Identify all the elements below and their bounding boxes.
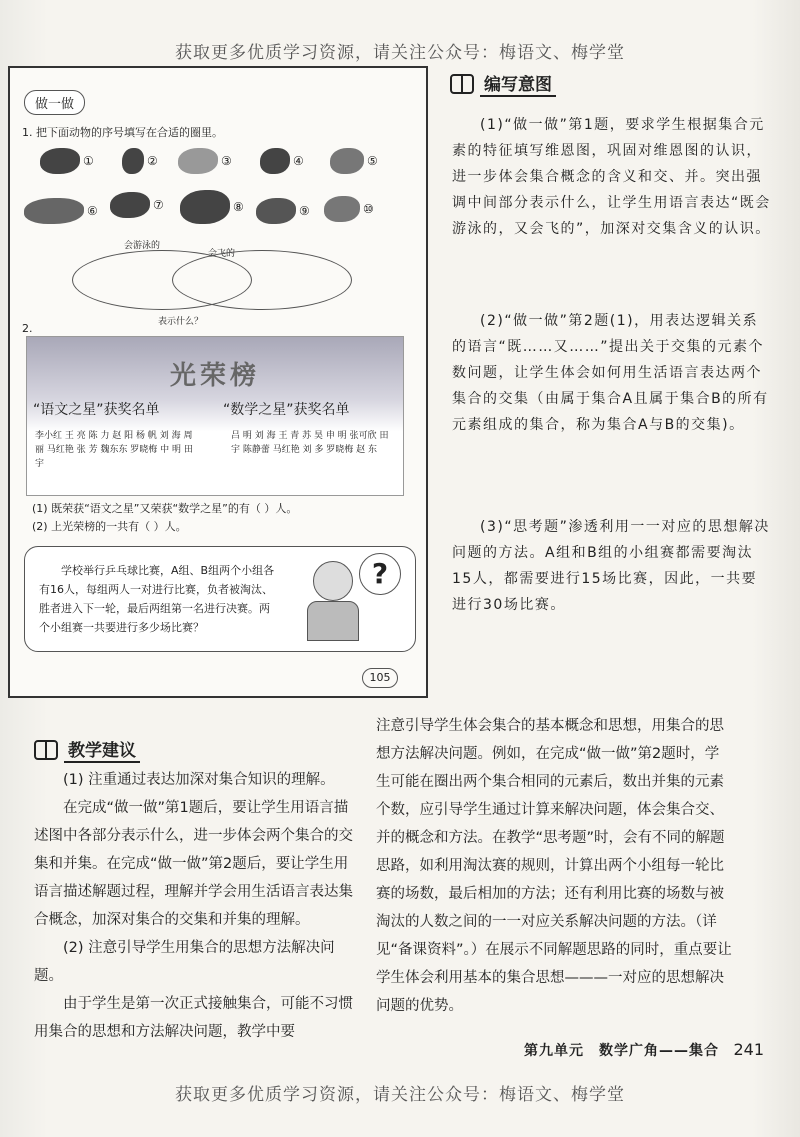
animal-fish: ⑤ [330,148,378,174]
swan-icon [178,148,218,174]
intent-paragraph-1: (1)“做一做”第1题，要求学生根据集合元素的特征填写维恩图，巩固对维恩图的认识，进一步体会集合概念的含义和交、并。突出强调中间部分表示什么，让学生用语言表达“既会游泳的，又会飞的”，加深对交集含义的认识。 [452,117,771,237]
shark-icon [24,198,84,224]
venn-left-label: 会游泳的 [124,241,161,251]
advice-para-2: 由于学生是第一次正式接触集合，可能不习惯用集合的思想和方法解决问题，教学中要 [34,996,353,1040]
think-box [24,546,416,652]
goose-icon [110,192,150,218]
sub-question-1: (1) 既荣获“语文之星”又荣获“数学之星”的有（ ）人。 [32,502,298,515]
think-text: 学校举行乒乓球比赛，A组、B组两个小组各有16人，每组两人一对进行比赛，负者被淘汰、胜者进入下一轮，最后两组第一名进行决赛。两个小组赛一共要进行多少场比赛？ [39,564,275,634]
boy-head-icon [313,561,353,601]
dolphin-icon [40,148,80,174]
advice-heading [34,736,140,763]
page-footer [0,1040,764,1060]
animal-pigeon: ⑩ [324,196,374,222]
advice-point-1: (1) 注重通过表达加深对集合知识的理解。 [63,772,335,788]
question-1: 1. 把下面动物的序号填写在合适的圈里。 [22,126,223,139]
names-left: 李小红 王 亮 陈 力 赵 阳 杨 帆 刘 海 周 丽 马红艳 张 芳 魏东东 罗晓梅 中 明 田 宇 [35,431,193,469]
turtle-icon [256,198,296,224]
intent-title: 编写意图 [480,70,556,97]
animal-eagle: ⑧ [180,190,244,224]
owl-icon [122,148,144,174]
animal-shark: ⑥ [24,198,98,224]
footer-page-number: 241 [733,1040,764,1059]
animal-dolphin: ① [40,148,94,174]
venn-bottom-label: 表示什么？ [158,317,204,327]
intent-paragraph-2: (2)“做一做”第2题(1)，用表达逻辑关系的语言“既……又……”提出关于交集的元素个数问题，让学生体会如何用生活语言表达两个集合的交集（由属于集合A且属于集合B的所有元素组成的集合，称为集合A与B的交集)。 [452,313,769,433]
animal-swan: ③ [178,148,232,174]
honor-left-heading: “语文之星”获奖名单 [33,402,160,418]
practice-label: 做一做 [24,90,85,115]
animal-butterfly: ④ [260,148,304,174]
animal-turtle: ⑨ [256,198,310,224]
watermark-bottom: 获取更多优质学习资源，请关注公众号：梅语文、梅学堂 [175,1085,625,1105]
sub-question-2: (2) 上光荣榜的一共有（ ）人。 [32,520,187,533]
names-right: 吕 明 刘 海 王 青 苏 昊 申 明 张可欣 田 宇 陈静蕾 马红艳 刘 多 罗晓梅 赵 东 [231,431,389,455]
butterfly-icon [260,148,290,174]
boy-body-icon [307,601,359,641]
fish-icon [330,148,364,174]
advice-left-column [34,766,362,1046]
book-icon [450,74,474,94]
advice-right-column [376,712,732,1020]
textbook-panel [8,66,428,698]
intent-heading [450,70,556,97]
pen-book-icon [34,740,58,760]
advice-title: 教学建议 [64,736,140,763]
venn-diagram [66,236,366,326]
pigeon-icon [324,196,360,222]
intent-paragraph-3: (3)“思考题”渗透利用一一对应的思想解决问题的方法。A组和B组的小组赛都需要淘汰15人，都需要进行15场比赛，因此，一共要进行30场比赛。 [452,519,770,613]
honor-right-heading: “数学之星”获奖名单 [223,402,350,418]
textbook-page-number: 105 [362,668,398,688]
boy-illustration [307,561,359,645]
question-2: 2. [22,322,33,335]
eagle-icon [180,190,230,224]
footer-unit: 第九单元 数学广角——集合 [524,1043,719,1059]
animal-owl: ② [122,148,158,174]
advice-para-3: 注意引导学生体会集合的基本概念和思想，用集合的思想方法解决问题。例如，在完成“做一做”第2题时，学生可能在圈出两个集合相同的元素后，数出并集的元素个数，应引导学生通过计算来解决问题，体会集合交、并的概念和方法。在教学“思考题”时，会有不同的解题思路，如利用淘汰赛的规则，计算出两个小组每一轮比赛的场数，最后相加的方法；还有利用比赛的场数与被淘汰的人数之间的一一对应关系解决问题的方法。（详见“备课资料”。）在展示不同解题思路的同时，重点要让学生体会利用基本的集合思想———一对应的思想解决问题的优势。 [376,718,732,1014]
advice-point-2: (2) 注意引导学生用集合的思想方法解决问题。 [34,940,335,984]
honor-title: 光荣榜 [169,361,260,391]
venn-right-label: 会飞的 [208,249,236,259]
animal-goose: ⑦ [110,192,164,218]
watermark-top: 获取更多优质学习资源，请关注公众号：梅语文、梅学堂 [175,43,625,63]
question-mark-icon: ? [359,553,401,595]
advice-para-1: 在完成“做一做”第1题后，要让学生用语言描述图中各部分表示什么，进一步体会两个集合的交集和并集。在完成“做一做”第2题后，要让学生用语言描述解题过程，理解并学会用生活语言表达集合概念，加深对集合的交集和并集的理解。 [34,800,353,928]
venn-right-circle [172,250,352,310]
honor-board [26,336,404,496]
